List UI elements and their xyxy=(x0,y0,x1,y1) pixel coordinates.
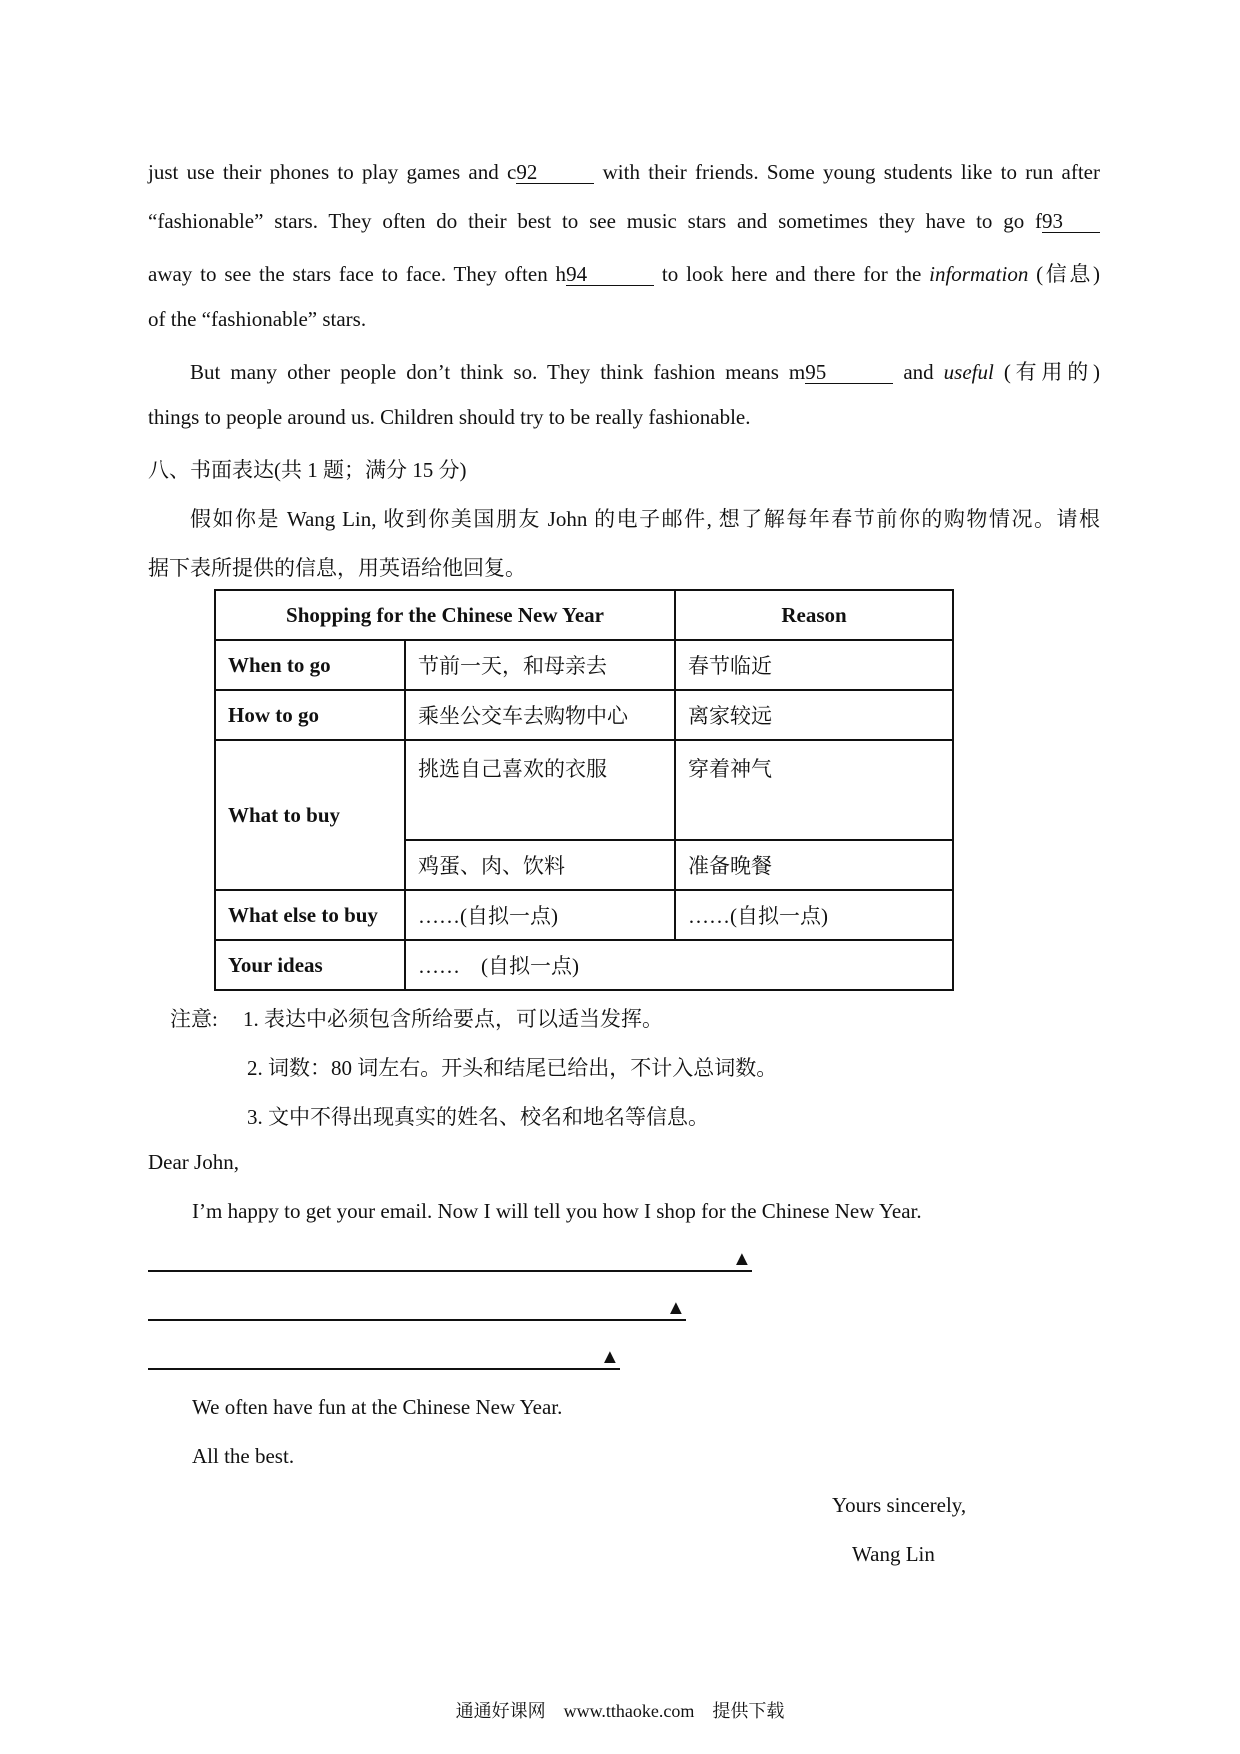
letter-signature: Wang Lin xyxy=(852,1542,935,1566)
row-content: 节前一天，和母亲去 xyxy=(405,640,675,690)
passage-line-6: things to people around us. Children should try to be really fashionable. xyxy=(148,405,751,429)
row-content: 乘坐公交车去购物中心 xyxy=(405,690,675,740)
answer-line-2[interactable] xyxy=(148,1319,686,1321)
note-item: 2. 词数：80 词左右。开头和结尾已给出，不计入总词数。 xyxy=(247,1056,778,1080)
letter-closing-1: We often have fun at the Chinese New Year. xyxy=(192,1395,563,1419)
info-table xyxy=(214,589,954,991)
table-header-right: Reason xyxy=(675,590,953,640)
table-row xyxy=(215,690,953,740)
triangle-marker-icon: ▲ xyxy=(732,1248,752,1270)
passage-line-3: away to see the stars face to face. They often h94 to look here and there for the information (信息) xyxy=(148,262,1100,286)
table-row xyxy=(215,740,953,840)
note-item: 1. 表达中必须包含所给要点，可以适当发挥。 xyxy=(243,1007,663,1031)
passage-line-2: “fashionable” stars. They often do their best to see music stars and sometimes they have to go f93 xyxy=(148,209,1100,234)
triangle-marker-icon: ▲ xyxy=(600,1346,620,1368)
letter-signoff: Yours sincerely, xyxy=(832,1493,967,1517)
blank-92[interactable]: 92 xyxy=(516,161,594,184)
answer-line-3[interactable] xyxy=(148,1368,620,1370)
row-label: What else to buy xyxy=(215,890,405,940)
row-content: …… (自拟一点) xyxy=(405,940,953,990)
row-reason: 准备晚餐 xyxy=(675,840,953,890)
table-header-left: Shopping for the Chinese New Year xyxy=(215,590,675,640)
row-reason: 春节临近 xyxy=(675,640,953,690)
row-content: ……(自拟一点) xyxy=(405,890,675,940)
blank-94[interactable]: 94 xyxy=(566,263,654,286)
answer-line-1[interactable] xyxy=(148,1270,752,1272)
row-content: 鸡蛋、肉、饮料 xyxy=(405,840,675,890)
triangle-marker-icon: ▲ xyxy=(666,1297,686,1319)
table-row xyxy=(215,640,953,690)
row-label: What to buy xyxy=(215,740,405,890)
note-item: 3. 文中不得出现真实的姓名、校名和地名等信息。 xyxy=(247,1105,709,1129)
row-content: 挑选自己喜欢的衣服 xyxy=(405,740,675,840)
letter-greeting: Dear John, xyxy=(148,1150,239,1174)
letter-closing-2: All the best. xyxy=(192,1444,295,1468)
blank-95[interactable]: 95 xyxy=(805,361,893,384)
row-label: How to go xyxy=(215,690,405,740)
passage-line-1: just use their phones to play games and c92 with their friends. Some young students like to run after xyxy=(148,160,1100,184)
passage-line-5: But many other people don’t think so. They think fashion means m95 and useful (有用的) xyxy=(190,360,1100,384)
passage-line-4: of the “fashionable” stars. xyxy=(148,307,367,331)
notes-label: 注意: xyxy=(170,1007,218,1031)
table-row xyxy=(215,890,953,940)
blank-93[interactable]: 93 xyxy=(1042,210,1100,233)
task-intro-line-2: 据下表所提供的信息，用英语给他回复。 xyxy=(148,556,526,580)
task-intro-line-1: 假如你是 Wang Lin, 收到你美国朋友 John 的电子邮件, 想了解每年春节前你的购物情况。请根 xyxy=(190,507,1100,531)
row-label: When to go xyxy=(215,640,405,690)
row-reason: ……(自拟一点) xyxy=(675,890,953,940)
table-row xyxy=(215,940,953,990)
row-label: Your ideas xyxy=(215,940,405,990)
letter-opening: I’m happy to get your email. Now I will tell you how I shop for the Chinese New Year. xyxy=(192,1199,922,1223)
page-footer: 通通好课网 www.tthaoke.com 提供下载 xyxy=(455,1701,785,1721)
section-heading: 八、书面表达(共 1 题；满分 15 分) xyxy=(148,458,467,482)
row-reason: 穿着神气 xyxy=(675,740,953,840)
row-reason: 离家较远 xyxy=(675,690,953,740)
